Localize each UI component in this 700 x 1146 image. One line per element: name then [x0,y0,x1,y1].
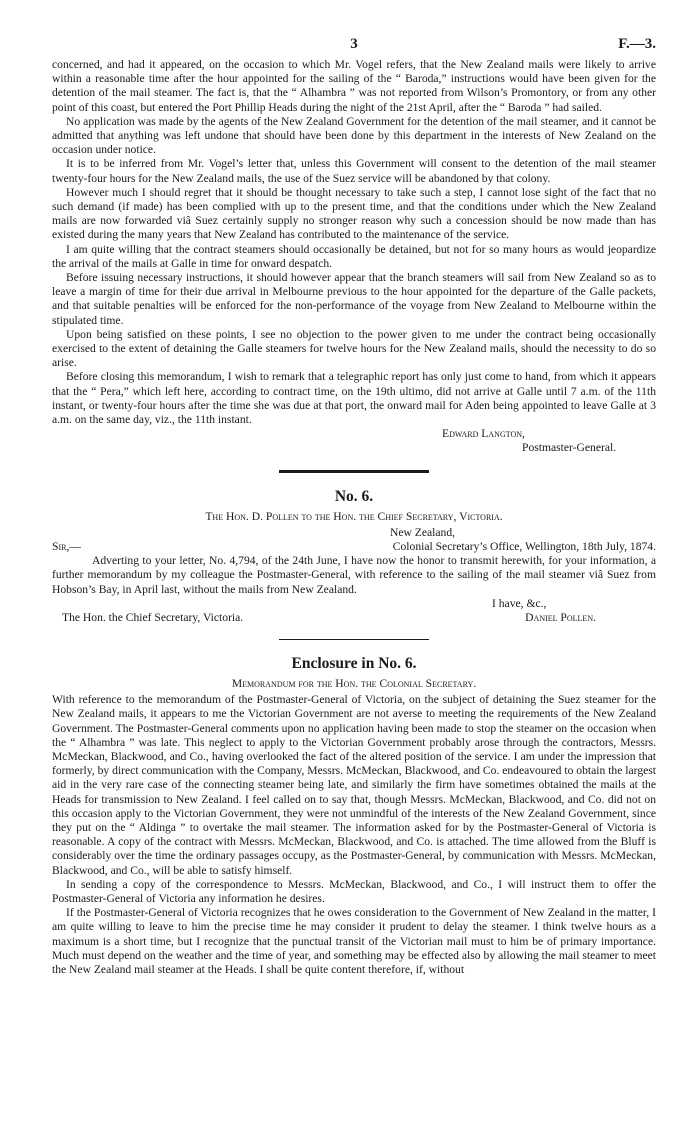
signature-name: Daniel Pollen. [525,610,596,624]
page-number: 3 [350,36,358,52]
paragraph: However much I should regret that it should be thought necessary to take such a step, I cannot lose sight of the fact that no such demand (if made) has been complied with up to the present time, and that the conditions under which the New Zealand mails are now forwarded viâ Suez certainly supply no stronger reason why such a concession should be now made than has existed during the many years that New Zealand has contributed to the maintenance of the service. [52,185,656,242]
paragraph: Before issuing necessary instructions, it should however appear that the branch steamers will sail from New Zealand so as to leave a margin of time for their due arrival in Melbourne previous to the hour appointed for the departure of the Galle packets, and that suitable penalties will be enforced for the non-performance of the voyage from New Zealand to Melbourne within the stipulated time. [52,271,656,327]
paragraph: With reference to the memorandum of the Postmaster-General of Victoria, on the subject of detaining the Suez steamer for the New Zealand mails, it appears to me the Victorian Government are not averse to meeting the requirements of the New Zealand Government. The Postmaster-General comments upon no application having been made to stop the steamer on the occasion when the “ Alhambra ” was late. This neglect to apply to the Victorian Government probably arose through the contractors, Messrs. McMeckan, Blackwood, and Co., having overlooked the fact of the altered position of the service. I am under the impression that formerly, by direct communication with the Company, Messrs. McMeckan, Blackwood, and Co. endeavoured to obtain the largest aid in the very rare case of the connecting steamer being late, and similarly the firm have sometimes obtained the mails at the Heads for transmission to New Zealand. I feel called on to say that, though Messrs. McMeckan, Blackwood, and Co. did not on this occasion apply to the Victorian Government, they were not unmindful of the interests of the New Zealand Government, since they put on the “ Aldinga ” to overtake the mail steamer. The information asked for by the Postmaster-General of Victoria is reasonable. A copy of the contract with Messrs. McMeckan, Blackwood, and Co. is attached. The time allowed from the Bluff is considerably over the time the ordinary passages occupy, as the Postmaster-General, by communication with Messrs. McMeckan, Blackwood, and Co., will be able to satisfy himself. [52,693,656,877]
paragraph: It is to be inferred from Mr. Vogel’s letter that, unless this Government will consent to the detention of the mail steamer twenty-four hours for the New Zealand mails, the use of the Suez service will be abandoned by that colony. [52,157,656,185]
section-heading: No. 6. [334,487,374,505]
page-header [52,36,656,58]
document-reference: F.—3. [618,36,656,52]
address-line: New Zealand, [390,525,456,539]
addressee: The Hon. the Chief Secretary, Victoria. [62,610,244,624]
section-heading: Enclosure in No. 6. [291,655,417,673]
address-line: Colonial Secretary’s Office, Wellington, 18th July, 1874. [392,539,656,553]
enclosure-no-6 [52,654,656,977]
paragraph: If the Postmaster-General of Victoria recognizes that he owes consideration to the Government of New Zealand in the matter, I am quite willing to leave to him the precise time he may consider it prudent to delay the steamer. I think twelve hours as a maximum is a short time, but I recognize that the punctual transit of the Victorian mail must to him be of primary importance. Much must depend on the weather and the time of year, and something may be effected also by allowing the mail steamer to meet the New Zealand mail steamer at the Heads. I shall be quite content therefore, if, without [52,906,656,976]
section-subheading: The Hon. D. Pollen to the Hon. the Chief Secretary, Victoria. [205,509,503,523]
section-divider [279,470,429,473]
paragraph: Adverting to your letter, No. 4,794, of the 24th June, I have now the honor to transmit herewith, for your information, a further memorandum by my colleague the Postmaster-General, with reference to the sailing of the mail steamer viâ Suez from Hobson’s Bay, in April last, without the mails from New Zealand. [52,554,656,596]
section-subheading: Memorandum for the Hon. the Colonial Secretary. [231,677,477,691]
paragraph: concerned, and had it appeared, on the occasion to which Mr. Vogel refers, that the New Zealand mails were likely to arrive within a reasonable time after the hour appointed for the sailing of the “ Baroda,” instructions would have been given for the detention of the mail steamer. The fact is, that the “ Alhambra ” was not reported from Wilson’s Promontory, or from any other point of this coast, but entered the Port Phillip Heads during the night of the 21st April, after the “ Baroda ” had sailed. [52,58,656,114]
section-divider [279,639,429,640]
letter-no-6 [52,487,656,625]
signature-title: Postmaster-General. [522,441,617,455]
document-page [52,36,656,977]
signature-row [52,611,656,625]
closing: I have, &c., [492,596,547,610]
signature-name: Edward Langton, [442,427,525,441]
salutation: Sir,— [52,539,81,553]
salutation-row [52,540,656,554]
paragraph: In sending a copy of the correspondence to Messrs. McMeckan, Blackwood, and Co., I will instruct them to offer the Postmaster-General of Victoria any information he desires. [52,877,656,905]
paragraph: I am quite willing that the contract steamers should occasionally be detained, but not for so many hours as would jeopardize the arrival of the mails at Galle in time for onward despatch. [52,242,656,270]
memorandum-continuation [52,58,656,456]
paragraph: Before closing this memorandum, I wish to remark that a telegraphic report has only just come to hand, from which it appears that the “ Pera,” which left here, according to contract time, on the 19th ultimo, did not arrive at Galle until 7 a.m. of the 11th instant, or twenty-four hours after the time she was due at that port, the onward mail for Aden being appointed to leave Galle at 3 a.m. on the same day, viz., the 11th instant. [52,370,656,427]
paragraph: Upon being satisfied on these points, I see no objection to the power given to me under the contract being occasionally exercised to the extent of detaining the Galle steamers for twelve hours for the New Zealand mails, should the necessity to do so arise. [52,327,656,370]
paragraph: No application was made by the agents of the New Zealand Government for the detention of the mail steamer, and it cannot be admitted that anything was left undone that should have been done by this department in the interests of New Zealand on the occasion under notice. [52,114,656,157]
